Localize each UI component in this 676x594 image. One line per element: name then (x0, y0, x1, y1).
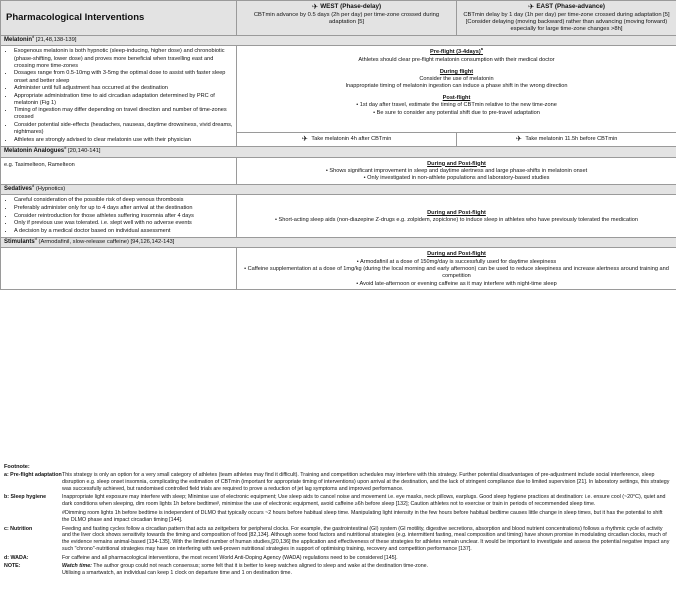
west-description: CBTmin advance by 0.5 days (2h per day) per time-zone crossed during adaptation [5] (253, 11, 440, 25)
list-item: • A decision by a medical doctor based on individual assessment (14, 228, 233, 235)
footnote-c-label: c: Nutrition (4, 525, 33, 532)
post-bullets (240, 102, 673, 117)
stimulants-heading: Stimulants (4, 238, 35, 245)
west-column-header (237, 1, 457, 36)
stimulants-phase-title: During and Post-flight (427, 251, 486, 258)
list-item: • Consider potential side-effects (headaches, nauseas, daytime drowsiness, vivid dreams, nightmares) (14, 122, 233, 136)
list-item: • Be sure to consider any potential shift due to pre-travel adaptation (240, 110, 673, 117)
melatonin-general-cell (1, 46, 237, 146)
footnote-b-label: b: Sleep hygiene (4, 494, 47, 501)
footnote-note-title: Watch time: (62, 563, 92, 570)
melatonin-bullets (4, 48, 233, 143)
list-item: • Consider reintroduction for those athletes suffering insomnia after 4 days (14, 213, 233, 220)
stimulants-section-header: Stimulants$^d$ (Armodafinil, slow-release caffeine) [94,126,142-143] (1, 237, 676, 248)
east-note: [Consider delaying (moving backward) rather than advancing (moving forward) especially for large time-zone changes >8h] (465, 19, 668, 33)
footnote-note-text: The author group could not reach consensus; some felt that it is better to keep watches aligned to sleep and wake at the destination time-zone. (91, 563, 429, 570)
east-label: EAST (Phase-advance) (536, 3, 605, 10)
sedatives-text: Short-acting sleep aids (non-diazepine Z-drugs e.g. zolpidem, zopiclone) to induce sleep in athletes who have previously tolerated the medication (278, 217, 638, 224)
post-title: Post-flight (442, 95, 471, 102)
list-item: • Armodafinil at a dose of 150mg/day is successfully used for daytime sleepiness (240, 259, 673, 266)
west-label: WEST (Phase-delay) (320, 3, 382, 10)
west-action-cell (237, 132, 457, 146)
footnote-note-text2: Utilising a smartwatch, an individual can keep 1 clock on departure time and 1 on destination time. (62, 570, 292, 577)
preflight-title: Pre-flight (3-4days)$^a$ (430, 46, 483, 56)
list-item: • Appropriate administration time to aid circadian adaptation determined by PRC of melatonin (Fig 1) (14, 93, 233, 107)
footnote-b-note: #Dimming room lights 1h before bedtime is independent of DLMO that typically occurs ~2 hours before habitual sleep time. Manipulating light intensity in the few hours before habitual bedtime causes little change in sleep times, but it has the potential to shift the DLMO phase and impact circadian timing [144]. (62, 509, 663, 523)
footnotes (0, 464, 676, 579)
sedatives-general-cell (1, 195, 237, 237)
melatonin-section-header: Melatonin$^d$ [21,48,138-139] (1, 35, 676, 46)
melatonin-timing-cell (237, 46, 676, 132)
during-line: Consider the use of melatonin (419, 75, 494, 82)
plane-west-icon: ✈︎ (311, 2, 319, 11)
sedatives-section-header: Sedatives$^d$ (Hypnotics) (1, 184, 676, 195)
west-action: Take melatonin 4h after CBTmin (311, 135, 392, 142)
list-item: • Preferably administer only for up to 4 days after arrival at the destination (14, 205, 233, 212)
stimulants-empty-cell (1, 248, 237, 290)
footnote-a-text: This strategy is only an option for a very small category of athletes (team athletes may find it difficult). Training and competition schedules may interfere with this strategy. Further potential disadvantages of pre-adjustment include social interference, sleep disruption e.g. sleep onset insomnia, complicating the estimation of CBTmin (important for appropriate timing of interventions) upon arrival at the destination, and the lack of stringent compliance due to limited supervision [21]. In laboratory settings, this strategy was successfully achieved, but randomised controlled field trials are required to prove a reduction of jet lag symptoms and improved performance. (62, 472, 670, 492)
footnote-b (0, 494, 676, 525)
preflight-text: Athletes should clear pre-flight melatonin consumption with their medical doctor (358, 56, 555, 63)
footnote-d-text: For caffeine and all pharmacological interventions, the most recent World Anti-Doping Agency (WADA) regulations need to be considered [145]. (62, 554, 398, 561)
footnote-note-label: NOTE: (4, 563, 21, 570)
east-column-header (457, 1, 676, 36)
list-item: • Timing of ingestion may differ depending on travel direction and number of time-zones crossed (14, 107, 233, 121)
footnote-d-label: d: WADA: (4, 554, 29, 561)
list-item: • Only if previous use was tolerated. i.e. slept well with no adverse events (14, 220, 233, 227)
analogues-detail-cell (237, 157, 676, 184)
east-action: Take melatonin 11.5h before CBTmin (525, 135, 618, 142)
list-item: • Exogenous melatonin is both hypnotic (sleep-inducing, higher dose) and chronobiotic (phase-shifting, lower dose) and proves more beneficial when travelling east and crossing more time-zones (14, 48, 233, 69)
table-header (1, 1, 676, 36)
melatonin-heading: Melatonin (4, 36, 32, 43)
east-description: CBTmin delay by 1 day (1h per day) per time-zone crossed during adaptation [5] (463, 11, 670, 18)
footnote-note (0, 563, 676, 579)
analogues-phase-title: During and Post-flight (427, 160, 486, 167)
list-item: • Administer until full adjustment has occurred at the destination (14, 85, 233, 92)
table-title: Pharmacological Interventions (1, 1, 237, 36)
sedatives-row (1, 195, 676, 237)
melatonin-row (1, 46, 676, 132)
list-item: • Avoid late-afternoon or evening caffeine as it may interfere with night-time sleep (240, 281, 673, 288)
footnote-d (0, 555, 676, 564)
east-action-cell (457, 132, 676, 146)
list-item: • Dosages range from 0.5-10mg with 3-5mg the optimal dose to assist with faster sleep onset and better sleep (14, 70, 233, 84)
footnote-c (0, 526, 676, 555)
plane-east-icon: ✈︎ (528, 2, 535, 11)
analogues-heading: Melatonin Analogues (4, 147, 65, 154)
analogues-examples: e.g. Tasimelteon, Ramelteon (1, 157, 237, 184)
stimulants-detail-cell (237, 248, 676, 290)
footnote-a (0, 472, 676, 494)
sedatives-detail-cell: During and Post-flight • Short-acting sleep aids (non-diazepine Z-drugs e.g. zolpidem, zopiclone) to induce sleep in athletes who have previously tolerated the medication (237, 195, 676, 237)
plane-east-icon: ✈︎ (515, 133, 522, 143)
list-item: • Shows significant improvement in sleep and daytime alertness and large phase-shifts in melatonin onset (240, 168, 673, 175)
sedatives-phase-title: During and Post-flight (427, 209, 486, 216)
list-item: • Only investigated in non-athlete populations and laboratory-based studies (240, 175, 673, 182)
plane-west-icon: ✈︎ (301, 133, 308, 143)
footnote-a-label: a: Pre-flight adaptation (4, 472, 62, 479)
footnote-title: Footnote: (4, 464, 30, 470)
during-line: Inappropriate timing of melatonin ingestion can induce a phase shift in the wrong direction (345, 83, 568, 90)
interventions-table (0, 0, 676, 290)
sedatives-heading: Sedatives (4, 185, 33, 192)
stimulants-row (1, 248, 676, 290)
footnote-b-text: Inappropriate light exposure may interfere with sleep; Minimise use of electronic equipment; Use sleep aids to cancel noise and movement i.e. eye masks, neck pillows, earplugs. Good sleep hygiene practices at destination: i.e. ensure cool (~20°C), quiet and dark conditions when sleeping, dim room lights 1h before bedtime#, minimise the use of electronic equipment, avoid caffeine ≥6h before sleep [132]; Caution athletes not to exercise or train in periods of recommended sleep time. (62, 494, 666, 508)
analogues-row (1, 157, 676, 184)
analogues-section-header: Melatonin Analogues$^d$ [20,140-141] (1, 146, 676, 157)
list-item: • Athletes are strongly advised to clear melatonin use with their physician (14, 137, 233, 144)
list-item: • Careful consideration of the possible risk of deep venous thrombosis (14, 197, 233, 204)
footnote-c-text: Feeding and fasting cycles follow a circadian pattern that acts as zeitgebers for peripheral clocks. For example, the gastrointestinal (GI) system (GI motility, digestive secretions, absorption and blood nutrient concentrations) follows a rhythmic cycle of activity and the liver clock shows sensitivity towards the timing and composition of food [82,134]. Although some food factors and nutritional strategies (e.g. intermittent fasting, meal composition and timing) have shown promise in modulating circadian clocks, much of the evidence remains animal-based [134-135]. With the limited number of human studies,[20,136] the application and effectiveness of these strategies for athletes remain unclear. It would be important to investigate and assess the potential negative impact any such "chrono"-nutritional strategies may have on interfering with well-proven nutritional strategies in support of optimising training, recovery and competition performance [137]. (62, 525, 670, 552)
list-item: • 1st day after travel, estimate the timing of CBTmin relative to the new time-zone (240, 102, 673, 109)
during-title: During flight (439, 68, 474, 75)
list-item: • Caffeine supplementation at a dose of 1mg/kg (during the local morning and early afternoon) can be used to reduce sleepiness and increase alertness around training and competition (240, 266, 673, 280)
